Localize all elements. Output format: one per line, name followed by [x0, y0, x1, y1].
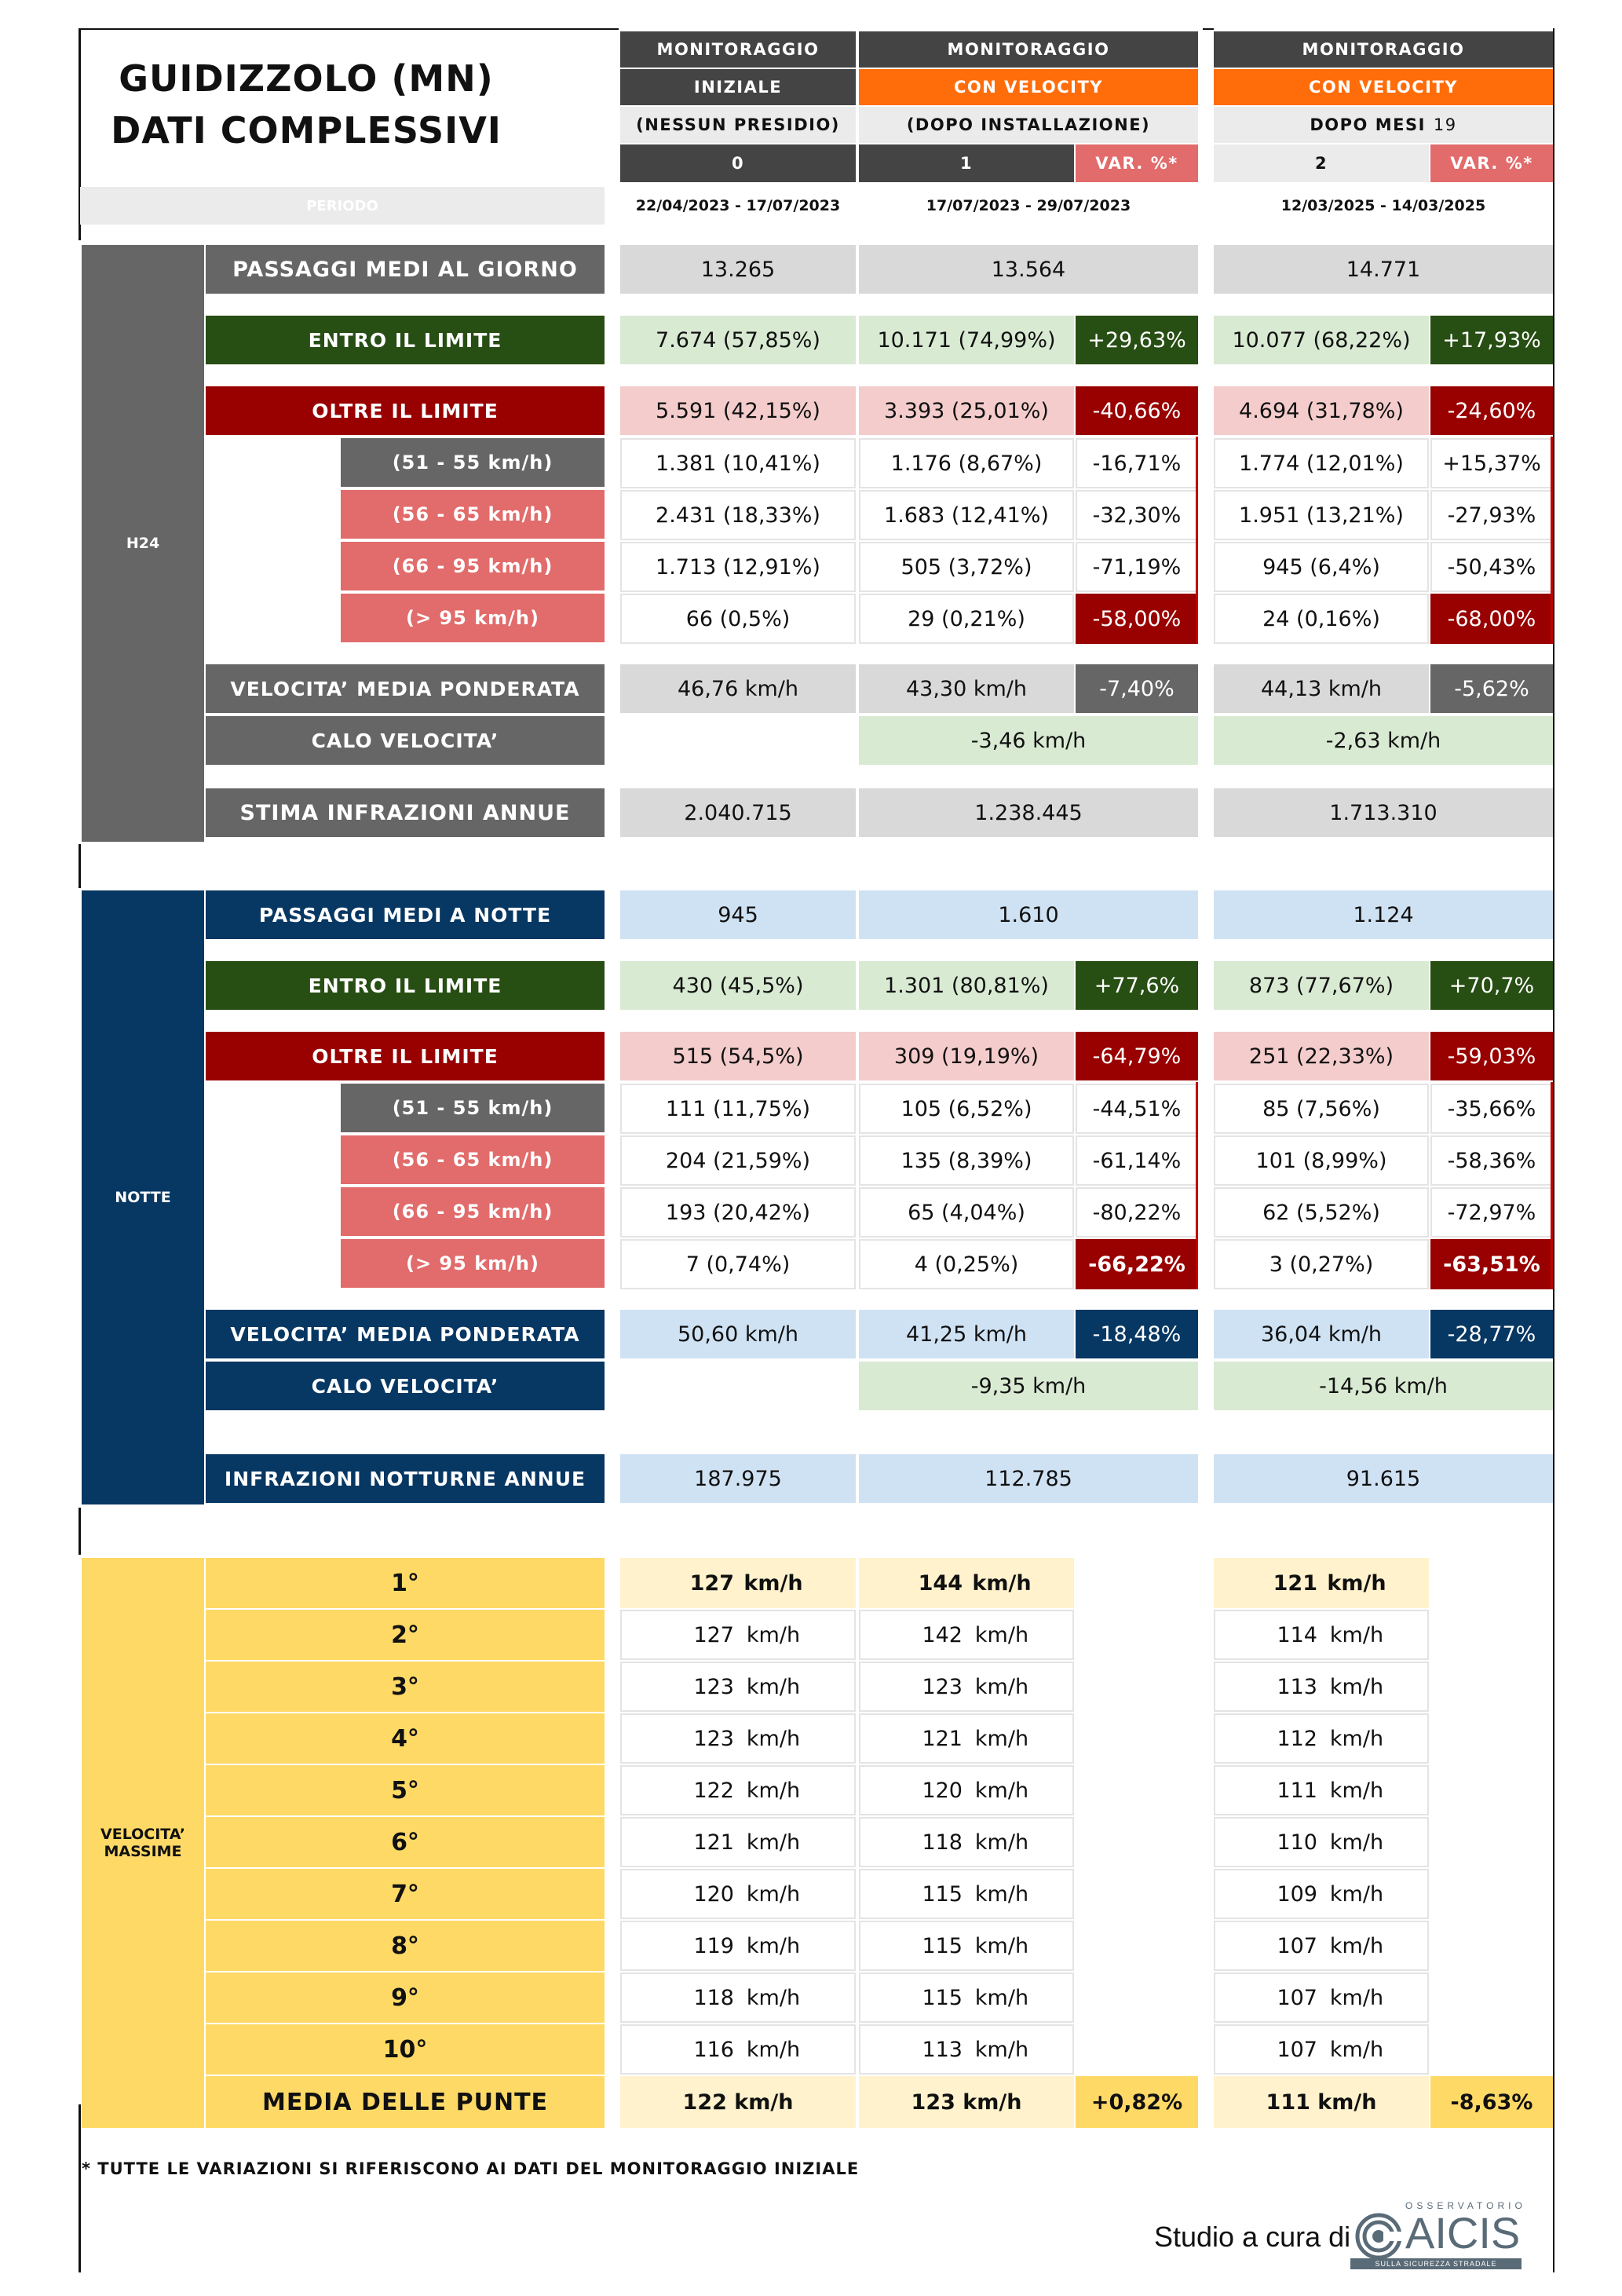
speed-value: 109 — [1277, 1881, 1317, 1907]
notte-infrazioni-v0: 187.975 — [620, 1454, 856, 1503]
page-subtitle: DATI COMPLESSIVI — [111, 109, 502, 152]
massime-media-v0: 122 km/h — [620, 2076, 856, 2128]
speed-value: 127 — [693, 1622, 734, 1647]
h24-range-p2: -50,43% — [1430, 542, 1553, 592]
massime-rank-v1 — [859, 1713, 1074, 1764]
speed-unit: km/h — [746, 1778, 801, 1803]
header-col2-row3 — [1214, 107, 1553, 143]
page-title: GUIDIZZOLO (MN) — [119, 57, 494, 100]
massime-media-v2: 111 km/h — [1214, 2076, 1429, 2128]
speed-value: 142 — [922, 1622, 963, 1647]
massime-rank-v1 — [859, 1869, 1074, 1919]
massime-rank-v2 — [1214, 1817, 1429, 1867]
notte-range-v1: 65 (4,04%) — [859, 1187, 1074, 1238]
speed-unit: km/h — [1329, 1726, 1384, 1751]
massime-rank-v1 — [859, 1662, 1074, 1712]
massime-media-p2: -8,63% — [1430, 2076, 1553, 2128]
speed-unit: km/h — [974, 1985, 1029, 2010]
section-massime-label — [82, 1558, 204, 2128]
notte-range-v2: 101 (8,99%) — [1214, 1135, 1429, 1186]
massime-rank-v1 — [859, 1610, 1074, 1660]
speed-unit: km/h — [743, 1570, 803, 1596]
speed-value: 115 — [922, 1881, 963, 1907]
massime-rank-v2 — [1214, 1610, 1429, 1660]
speed-value: 112 — [1277, 1726, 1317, 1751]
speed-value: 110 — [1277, 1830, 1317, 1855]
massime-rank-v0 — [620, 1558, 856, 1608]
h24-range-p1: -71,19% — [1076, 542, 1198, 592]
speed-unit: km/h — [1329, 1622, 1384, 1647]
speed-value: 144 — [918, 1570, 963, 1596]
speed-unit: km/h — [974, 1881, 1029, 1907]
h24-range-p2: +15,37% — [1430, 438, 1553, 488]
speed-unit: km/h — [746, 1674, 801, 1699]
massime-rank-label: 3° — [206, 1662, 605, 1712]
notte-red-divider — [1196, 1082, 1198, 1289]
notte-entro-p1: +77,6% — [1076, 961, 1198, 1010]
h24-range-v1: 1.683 (12,41%) — [859, 490, 1074, 540]
speed-value: 111 — [1277, 1778, 1317, 1803]
notte-entro-v0: 430 (45,5%) — [620, 961, 856, 1010]
h24-range-p2: -68,00% — [1430, 594, 1553, 644]
notte-range-p1: -44,51% — [1076, 1084, 1198, 1134]
massime-rank-v0 — [620, 1921, 856, 1971]
massime-rank-v1 — [859, 1765, 1074, 1815]
h24-red-divider — [1551, 437, 1553, 644]
speed-value: 119 — [693, 1933, 734, 1958]
h24-range-label: (> 95 km/h) — [341, 594, 605, 642]
notte-range-p2: -35,66% — [1430, 1084, 1553, 1134]
header-col0-row4: 0 — [620, 144, 856, 182]
notte-red-divider — [1551, 1082, 1553, 1289]
left-border-line — [79, 2104, 81, 2272]
header-col1-period: 17/07/2023 - 29/07/2023 — [926, 197, 1131, 214]
header-col1-row2: CON VELOCITY — [859, 69, 1198, 105]
section-notte-label: NOTTE — [82, 890, 204, 1504]
credit-text: Studio a cura di — [1154, 2221, 1351, 2253]
notte-range-p1: -61,14% — [1076, 1135, 1198, 1186]
speed-unit: km/h — [1329, 1674, 1384, 1699]
notte-entro-v2: 873 (77,67%) — [1214, 961, 1429, 1010]
speed-value: 121 — [922, 1726, 963, 1751]
header-col1-row1: MONITORAGGIO — [859, 31, 1198, 68]
aicis-logo-name: AICIS — [1405, 2208, 1521, 2258]
speed-unit: km/h — [1329, 1881, 1384, 1907]
massime-rank-v2 — [1214, 1921, 1429, 1971]
notte-velocita-p2: -28,77% — [1430, 1310, 1553, 1358]
h24-range-v1: 505 (3,72%) — [859, 542, 1074, 592]
h24-range-v1: 1.176 (8,67%) — [859, 438, 1074, 488]
speed-value: 107 — [1277, 1985, 1317, 2010]
notte-range-v0: 193 (20,42%) — [620, 1187, 856, 1238]
notte-range-v2: 3 (0,27%) — [1214, 1239, 1429, 1289]
h24-passaggi-v2: 14.771 — [1214, 245, 1553, 294]
speed-value: 118 — [693, 1985, 734, 2010]
notte-range-label: (> 95 km/h) — [341, 1239, 605, 1288]
notte-oltre-p1: -64,79% — [1076, 1032, 1198, 1080]
header-col2-row3-text: DOPO MESI — [1310, 115, 1426, 134]
h24-range-v0: 2.431 (18,33%) — [620, 490, 856, 540]
massime-media-p1: +0,82% — [1076, 2076, 1198, 2128]
notte-calo-v2: -14,56 km/h — [1214, 1362, 1553, 1410]
h24-oltre-p2: -24,60% — [1430, 386, 1553, 435]
notte-calo-v1: -9,35 km/h — [859, 1362, 1198, 1410]
notte-entro-p2: +70,7% — [1430, 961, 1553, 1010]
notte-passaggi-v0: 945 — [620, 890, 856, 939]
notte-range-v1: 4 (0,25%) — [859, 1239, 1074, 1289]
speed-value: 107 — [1277, 1933, 1317, 1958]
massime-rank-label: 5° — [206, 1765, 605, 1815]
notte-velocita-p1: -18,48% — [1076, 1310, 1198, 1358]
header-col1-row4: 1 — [859, 144, 1074, 182]
notte-range-p1: -66,22% — [1076, 1239, 1198, 1289]
notte-entro-v1: 1.301 (80,81%) — [859, 961, 1074, 1010]
speed-value: 122 — [693, 1778, 734, 1803]
speed-value: 123 — [693, 1726, 734, 1751]
h24-range-v0: 1.381 (10,41%) — [620, 438, 856, 488]
notte-range-label: (56 - 65 km/h) — [341, 1135, 605, 1184]
massime-rank-v2 — [1214, 1713, 1429, 1764]
notte-range-v1: 105 (6,52%) — [859, 1084, 1074, 1134]
massime-rank-label: 9° — [206, 1972, 605, 2023]
massime-rank-v1 — [859, 1817, 1074, 1867]
speed-unit: km/h — [746, 1985, 801, 2010]
massime-rank-v0 — [620, 1817, 856, 1867]
massime-rank-label: 8° — [206, 1921, 605, 1971]
speed-value: 115 — [922, 1985, 963, 2010]
h24-range-p1: -58,00% — [1076, 594, 1198, 644]
speed-unit: km/h — [974, 1726, 1029, 1751]
speed-value: 121 — [1273, 1570, 1317, 1596]
notte-range-label: (51 - 55 km/h) — [341, 1084, 605, 1132]
aicis-logo-top: OSSERVATORIO — [1405, 2200, 1526, 2211]
massime-rank-v2 — [1214, 1972, 1429, 2023]
speed-value: 116 — [693, 2037, 734, 2062]
h24-oltre-v2: 4.694 (31,78%) — [1214, 386, 1429, 435]
h24-velocita-v2: 44,13 km/h — [1214, 664, 1429, 713]
header-col0-row3: (NESSUN PRESIDIO) — [620, 107, 856, 143]
notte-oltre-label: OLTRE IL LIMITE — [206, 1032, 605, 1080]
speed-unit: km/h — [1327, 1570, 1386, 1596]
speed-value: 121 — [693, 1830, 734, 1855]
notte-range-p2: -63,51% — [1430, 1239, 1553, 1289]
header-col2-row3-number: 19 — [1433, 115, 1457, 134]
h24-range-v0: 1.713 (12,91%) — [620, 542, 856, 592]
periodo-label: PERIODO — [80, 187, 605, 225]
speed-value: 118 — [922, 1830, 963, 1855]
notte-passaggi-v2: 1.124 — [1214, 890, 1553, 939]
speed-value: 120 — [922, 1778, 963, 1803]
speed-unit: km/h — [974, 1778, 1029, 1803]
notte-oltre-v2: 251 (22,33%) — [1214, 1032, 1429, 1080]
massime-rank-v2 — [1214, 1558, 1429, 1608]
h24-range-v2: 24 (0,16%) — [1214, 594, 1429, 644]
h24-velocita-p2: -5,62% — [1430, 664, 1553, 713]
left-border-line — [79, 1508, 81, 1555]
h24-range-label: (56 - 65 km/h) — [341, 490, 605, 539]
speed-value: 120 — [693, 1881, 734, 1907]
speed-unit: km/h — [746, 1881, 801, 1907]
top-border-tick — [1203, 28, 1214, 30]
top-border-line — [79, 28, 619, 30]
header-col0-row2: INIZIALE — [620, 69, 856, 105]
notte-range-v0: 111 (11,75%) — [620, 1084, 856, 1134]
h24-range-v1: 29 (0,21%) — [859, 594, 1074, 644]
notte-velocita-v2: 36,04 km/h — [1214, 1310, 1429, 1358]
h24-entro-p1: +29,63% — [1076, 316, 1198, 364]
massime-rank-label: 1° — [206, 1558, 605, 1608]
massime-rank-v1 — [859, 1972, 1074, 2023]
h24-range-v2: 1.774 (12,01%) — [1214, 438, 1429, 488]
notte-range-p2: -72,97% — [1430, 1187, 1553, 1238]
h24-range-p1: -16,71% — [1076, 438, 1198, 488]
h24-range-label: (66 - 95 km/h) — [341, 542, 605, 590]
notte-calo-label: CALO VELOCITA’ — [206, 1362, 605, 1410]
speed-unit: km/h — [746, 1933, 801, 1958]
speed-value: 123 — [922, 1674, 963, 1699]
speed-unit: km/h — [974, 2037, 1029, 2062]
header-col1-var: VAR. %* — [1076, 144, 1198, 182]
massime-rank-v0 — [620, 2024, 856, 2075]
notte-infrazioni-v2: 91.615 — [1214, 1454, 1553, 1503]
h24-range-v2: 945 (6,4%) — [1214, 542, 1429, 592]
h24-entro-v1: 10.171 (74,99%) — [859, 316, 1074, 364]
massime-rank-v1 — [859, 2024, 1074, 2075]
massime-rank-v1 — [859, 1921, 1074, 1971]
h24-entro-label: ENTRO IL LIMITE — [206, 316, 605, 364]
h24-passaggi-v1: 13.564 — [859, 245, 1198, 294]
header-col1-row3: (DOPO INSTALLAZIONE) — [859, 107, 1198, 143]
section-massime-line1: VELOCITA’ — [100, 1826, 185, 1843]
notte-range-v0: 204 (21,59%) — [620, 1135, 856, 1186]
header-col0-row1: MONITORAGGIO — [620, 31, 856, 68]
h24-oltre-label: OLTRE IL LIMITE — [206, 386, 605, 435]
h24-velocita-v0: 46,76 km/h — [620, 664, 856, 713]
notte-range-v2: 85 (7,56%) — [1214, 1084, 1429, 1134]
speed-value: 113 — [1277, 1674, 1317, 1699]
h24-calo-v2: -2,63 km/h — [1214, 716, 1553, 765]
h24-entro-p2: +17,93% — [1430, 316, 1553, 364]
header-col2-period: 12/03/2025 - 14/03/2025 — [1280, 197, 1486, 214]
speed-value: 123 — [693, 1674, 734, 1699]
notte-oltre-v1: 309 (19,19%) — [859, 1032, 1074, 1080]
notte-range-label: (66 - 95 km/h) — [341, 1187, 605, 1236]
aicis-logo — [1350, 2199, 1526, 2269]
header-col2-row2: CON VELOCITY — [1214, 69, 1553, 105]
h24-passaggi-v0: 13.265 — [620, 245, 856, 294]
header-col2-row4: 2 — [1214, 144, 1429, 182]
massime-rank-label: 4° — [206, 1713, 605, 1764]
massime-media-label: MEDIA DELLE PUNTE — [206, 2076, 605, 2128]
left-border-line — [79, 844, 81, 888]
h24-oltre-v1: 3.393 (25,01%) — [859, 386, 1074, 435]
massime-rank-v0 — [620, 1713, 856, 1764]
massime-rank-v0 — [620, 1972, 856, 2023]
h24-range-v0: 66 (0,5%) — [620, 594, 856, 644]
massime-rank-v2 — [1214, 1765, 1429, 1815]
speed-unit: km/h — [1329, 1830, 1384, 1855]
speed-unit: km/h — [746, 1830, 801, 1855]
h24-stima-v1: 1.238.445 — [859, 788, 1198, 837]
notte-passaggi-v1: 1.610 — [859, 890, 1198, 939]
h24-calo-label: CALO VELOCITA’ — [206, 716, 605, 765]
speed-unit: km/h — [1329, 2037, 1384, 2062]
section-h24-label: H24 — [82, 245, 204, 842]
aicis-logo-bottom: SULLA SICUREZZA STRADALE — [1350, 2258, 1522, 2269]
h24-entro-v2: 10.077 (68,22%) — [1214, 316, 1429, 364]
right-border-line — [1553, 28, 1554, 2272]
massime-rank-label: 10° — [206, 2024, 605, 2075]
massime-rank-v2 — [1214, 1662, 1429, 1712]
notte-oltre-p2: -59,03% — [1430, 1032, 1553, 1080]
h24-entro-v0: 7.674 (57,85%) — [620, 316, 856, 364]
h24-velocita-v1: 43,30 km/h — [859, 664, 1074, 713]
massime-rank-v0 — [620, 1662, 856, 1712]
notte-velocita-v1: 41,25 km/h — [859, 1310, 1074, 1358]
massime-rank-v0 — [620, 1869, 856, 1919]
speed-value: 115 — [922, 1933, 963, 1958]
speed-value: 113 — [922, 2037, 963, 2062]
h24-stima-label: STIMA INFRAZIONI ANNUE — [206, 788, 605, 837]
notte-infrazioni-v1: 112.785 — [859, 1454, 1198, 1503]
h24-passaggi-label: PASSAGGI MEDI AL GIORNO — [206, 245, 605, 294]
h24-calo-v1: -3,46 km/h — [859, 716, 1198, 765]
h24-stima-v2: 1.713.310 — [1214, 788, 1553, 837]
notte-passaggi-label: PASSAGGI MEDI A NOTTE — [206, 890, 605, 939]
speed-unit: km/h — [974, 1933, 1029, 1958]
massime-rank-v0 — [620, 1610, 856, 1660]
speed-unit: km/h — [1329, 1778, 1384, 1803]
h24-stima-v0: 2.040.715 — [620, 788, 856, 837]
massime-rank-label: 2° — [206, 1610, 605, 1660]
speed-value: 107 — [1277, 2037, 1317, 2062]
notte-velocita-v0: 50,60 km/h — [620, 1310, 856, 1358]
speed-unit: km/h — [746, 1726, 801, 1751]
notte-oltre-v0: 515 (54,5%) — [620, 1032, 856, 1080]
h24-range-label: (51 - 55 km/h) — [341, 438, 605, 487]
header-col0-period: 22/04/2023 - 17/07/2023 — [635, 197, 841, 214]
massime-rank-v2 — [1214, 1869, 1429, 1919]
notte-range-p1: -80,22% — [1076, 1187, 1198, 1238]
h24-oltre-v0: 5.591 (42,15%) — [620, 386, 856, 435]
massime-rank-v2 — [1214, 2024, 1429, 2075]
h24-velocita-p1: -7,40% — [1076, 664, 1198, 713]
h24-range-p1: -32,30% — [1076, 490, 1198, 540]
notte-range-v2: 62 (5,52%) — [1214, 1187, 1429, 1238]
h24-range-p2: -27,93% — [1430, 490, 1553, 540]
notte-range-v1: 135 (8,39%) — [859, 1135, 1074, 1186]
speed-unit: km/h — [1329, 1985, 1384, 2010]
footnote: * TUTTE LE VARIAZIONI SI RIFERISCONO AI DATI DEL MONITORAGGIO INIZIALE — [82, 2159, 860, 2178]
speed-unit: km/h — [746, 2037, 801, 2062]
speed-unit: km/h — [974, 1830, 1029, 1855]
h24-velocita-label: VELOCITA’ MEDIA PONDERATA — [206, 664, 605, 713]
header-col2-row1: MONITORAGGIO — [1214, 31, 1553, 68]
speed-value: 127 — [689, 1570, 734, 1596]
speed-value: 114 — [1277, 1622, 1317, 1647]
speed-unit: km/h — [972, 1570, 1032, 1596]
section-massime-line2: MASSIME — [104, 1843, 182, 1860]
notte-velocita-label: VELOCITA’ MEDIA PONDERATA — [206, 1310, 605, 1358]
notte-range-p2: -58,36% — [1430, 1135, 1553, 1186]
h24-range-v2: 1.951 (13,21%) — [1214, 490, 1429, 540]
h24-red-divider — [1196, 437, 1198, 644]
massime-rank-label: 7° — [206, 1869, 605, 1919]
speed-unit: km/h — [974, 1622, 1029, 1647]
massime-rank-v1 — [859, 1558, 1074, 1608]
notte-entro-label: ENTRO IL LIMITE — [206, 961, 605, 1010]
header-col2-var: VAR. %* — [1430, 144, 1553, 182]
aicis-logo-icon — [1355, 2213, 1402, 2260]
massime-rank-label: 6° — [206, 1817, 605, 1867]
speed-unit: km/h — [1329, 1933, 1384, 1958]
massime-rank-v0 — [620, 1765, 856, 1815]
h24-oltre-p1: -40,66% — [1076, 386, 1198, 435]
notte-infrazioni-label: INFRAZIONI NOTTURNE ANNUE — [206, 1454, 605, 1503]
massime-media-v1: 123 km/h — [859, 2076, 1074, 2128]
speed-unit: km/h — [974, 1674, 1029, 1699]
speed-unit: km/h — [746, 1622, 801, 1647]
notte-range-v0: 7 (0,74%) — [620, 1239, 856, 1289]
